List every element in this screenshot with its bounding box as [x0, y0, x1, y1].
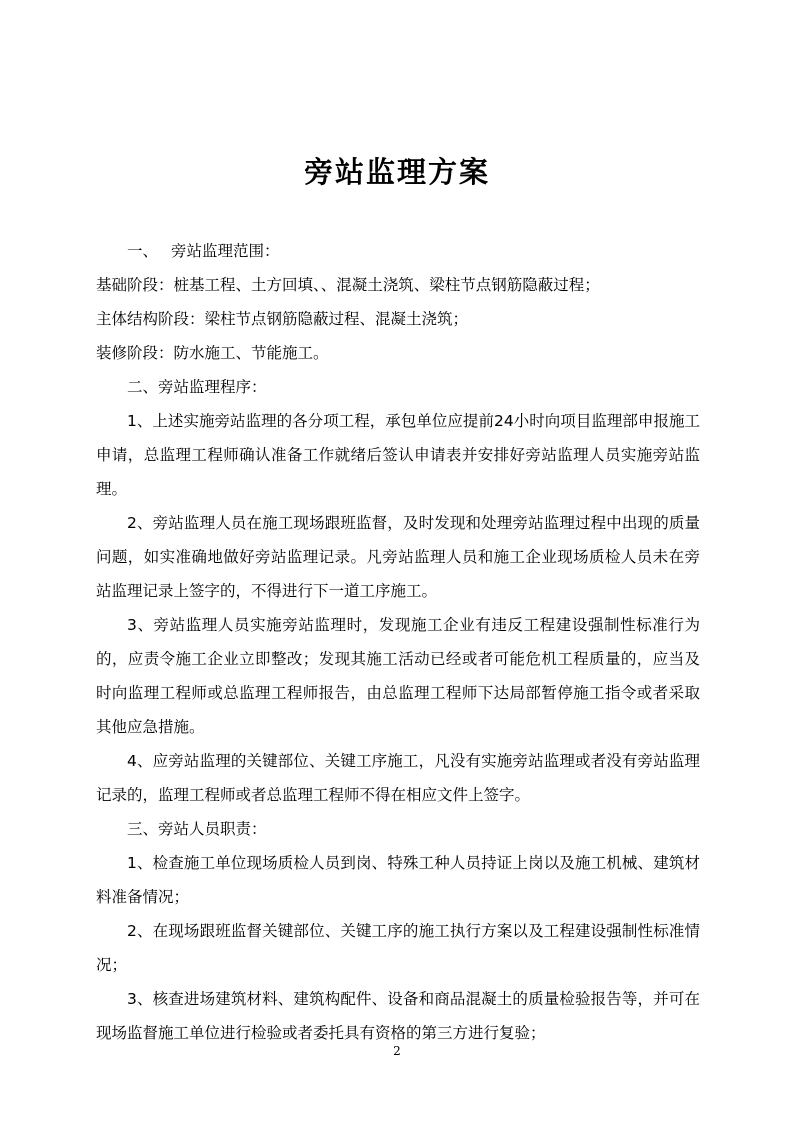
duty-item: 3、核查进场建筑材料、建筑构配件、设备和商品混凝土的质量检验报告等，并可在现场监督施工单位进行检验或者委托具有资格的第三方进行复验；	[96, 990, 700, 1042]
document-body	[96, 234, 700, 1050]
page-number: 2	[393, 1044, 401, 1058]
procedure-item: 3、旁站监理人员实施旁站监理时，发现施工企业有违反工程建设强制性标准行为的，应责令施工企业立即整改；发现其施工活动已经或者可能危机工程质量的，应当及时向监理工程师或总监理工程师报告，由总监理工程师下达局部暂停施工指令或者采取其他应急措施。	[96, 616, 700, 736]
document-title: 旁站监理方案	[303, 155, 490, 189]
section-heading-scope	[96, 234, 700, 268]
section-number: 一、	[127, 242, 159, 260]
section-heading-text: 旁站监理范围：	[171, 242, 280, 260]
section-heading-duties: 三、旁站人员职责：	[127, 820, 267, 838]
duty-item: 1、检查施工单位现场质检人员到岗、特殊工种人员持证上岗以及施工机械、建筑材料准备情况；	[96, 854, 700, 906]
scope-line-structure: 主体结构阶段：梁柱节点钢筋隐蔽过程、混凝土浇筑；	[96, 310, 469, 328]
duty-item: 2、在现场跟班监督关键部位、关键工序的施工执行方案以及工程建设强制性标准情况；	[96, 922, 700, 974]
section-heading-procedure: 二、旁站监理程序：	[127, 378, 267, 396]
scope-line-foundation: 基础阶段：桩基工程、土方回填、、混凝土浇筑、梁柱节点钢筋隐蔽过程；	[96, 276, 600, 294]
procedure-item: 2、旁站监理人员在施工现场跟班监督，及时发现和处理旁站监理过程中出现的质量问题，如实准确地做好旁站监理记录。凡旁站监理人员和施工企业现场质检人员未在旁站监理记录上签字的，不得进行下一道工序施工。	[96, 514, 700, 600]
procedure-item: 4、应旁站监理的关键部位、关键工序施工，凡没有实施旁站监理或者没有旁站监理记录的，监理工程师或者总监理工程师不得在相应文件上签字。	[96, 752, 700, 804]
procedure-item: 1、上述实施旁站监理的各分项工程，承包单位应提前24小时向项目监理部申报施工申请，总监理工程师确认准备工作就绪后签认申请表并安排好旁站监理人员实施旁站监理。	[96, 412, 700, 498]
scope-line-decoration: 装修阶段：防水施工、节能施工。	[96, 344, 329, 362]
